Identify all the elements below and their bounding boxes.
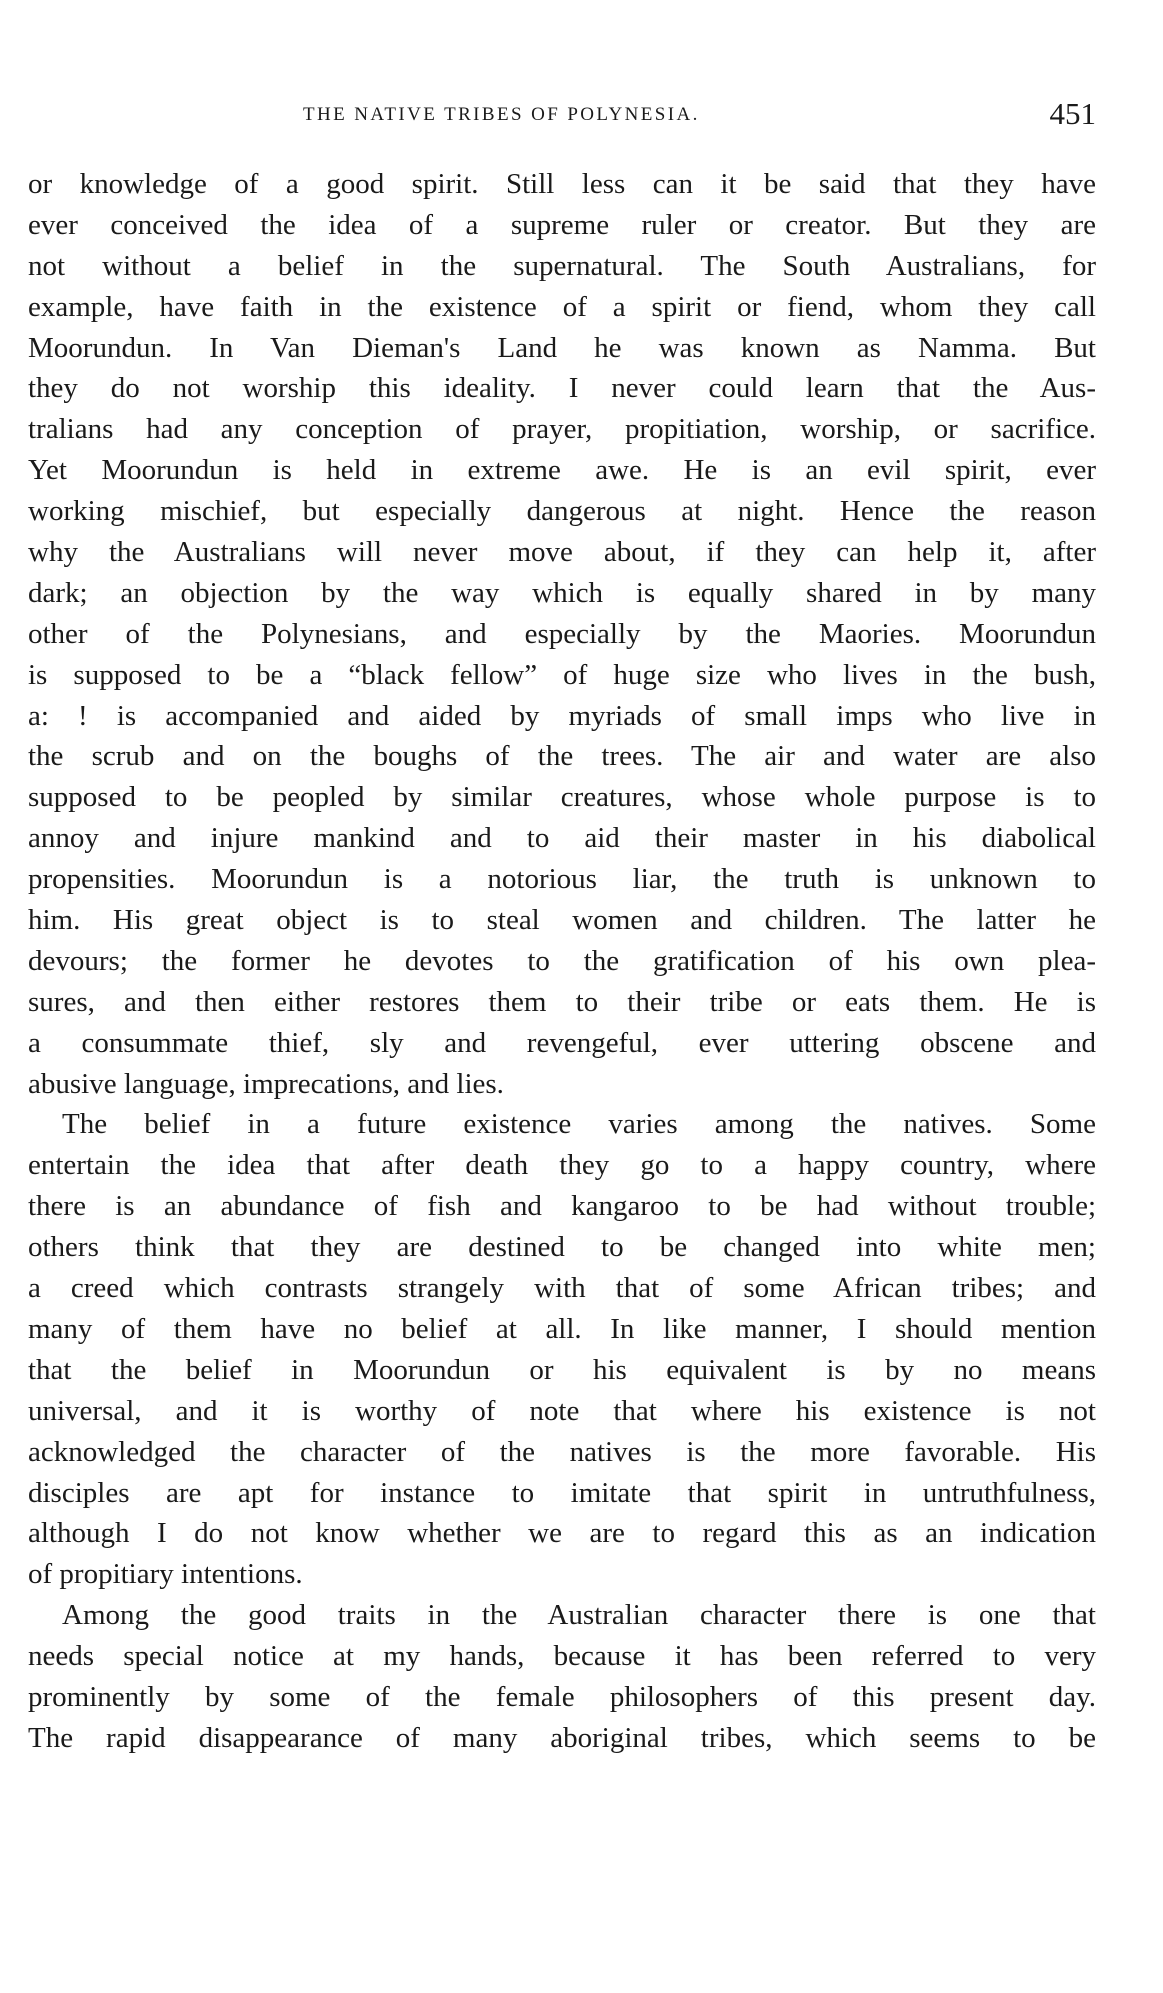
text-line: a creed which contrasts strangely with that of some African tribes; and [28, 1272, 1096, 1305]
text-line: Moorundun. In Van Dieman's Land he was known as Namma. But [28, 331, 1096, 364]
text-line: tralians had any conception of prayer, propitiation, worship, or sacrifice. [28, 413, 1096, 446]
text-line: Yet Moorundun is held in extreme awe. He is an evil spirit, ever [28, 454, 1096, 487]
text-line: Among the good traits in the Australian character there is one that [62, 1599, 1096, 1632]
text-line: working mischief, but especially dangerous at night. Hence the reason [28, 495, 1096, 528]
text-line: acknowledged the character of the natives is the more favorable. His [28, 1435, 1096, 1468]
text-line: disciples are apt for instance to imitate that spirit in untruthfulness, [28, 1476, 1096, 1509]
text-line: ever conceived the idea of a supreme ruler or creator. But they are [28, 208, 1096, 241]
page-number: 451 [1049, 96, 1096, 131]
text-line: not without a belief in the supernatural. The South Australians, for [28, 249, 1096, 282]
text-line: abusive language, imprecations, and lies. [28, 1067, 504, 1100]
text-line: dark; an objection by the way which is equally shared in by many [28, 576, 1096, 609]
text-line: annoy and injure mankind and to aid their master in his diabolical [28, 822, 1096, 855]
text-line: or knowledge of a good spirit. Still less can it be said that they have [28, 168, 1096, 200]
text-line: is supposed to be a “black fellow” of huge size who lives in the bush, [28, 658, 1096, 691]
text-line: other of the Polynesians, and especially by the Maories. Moorundun [28, 617, 1096, 650]
text-line: The belief in a future existence varies among the natives. Some [62, 1108, 1096, 1141]
running-title: THE NATIVE TRIBES OF POLYNESIA. [303, 104, 700, 125]
text-line: sures, and then either restores them to their tribe or eats them. He is [28, 985, 1096, 1018]
text-line: why the Australians will never move about, if they can help it, after [28, 536, 1096, 569]
text-line: a: ! is accompanied and aided by myriads of small imps who live in [28, 699, 1096, 732]
text-line: there is an abundance of fish and kangaroo to be had without trouble; [28, 1190, 1096, 1223]
text-line: prominently by some of the female philosophers of this present day. [28, 1680, 1096, 1713]
text-line: needs special notice at my hands, because it has been referred to very [28, 1640, 1096, 1673]
text-line: example, have faith in the existence of a spirit or fiend, whom they call [28, 290, 1096, 323]
text-line: The rapid disappearance of many aboriginal tribes, which seems to be [28, 1721, 1096, 1754]
text-body [28, 164, 1096, 1759]
paragraph-2 [28, 1104, 1096, 1595]
text-line: many of them have no belief at all. In like manner, I should mention [28, 1312, 1096, 1345]
text-line: that the belief in Moorundun or his equivalent is by no means [28, 1353, 1096, 1386]
text-line: devours; the former he devotes to the gratification of his own plea- [28, 944, 1096, 977]
text-line: him. His great object is to steal women and children. The latter he [28, 904, 1096, 937]
text-line: although I do not know whether we are to regard this as an indication [28, 1517, 1096, 1550]
text-line: the scrub and on the boughs of the trees. The air and water are also [28, 740, 1096, 773]
text-line: supposed to be peopled by similar creatures, whose whole purpose is to [28, 781, 1096, 814]
text-line: a consummate thief, sly and revengeful, ever uttering obscene and [28, 1026, 1096, 1059]
text-line: entertain the idea that after death they go to a happy country, where [28, 1149, 1096, 1182]
text-line: others think that they are destined to be changed into white men; [28, 1231, 1096, 1264]
paragraph-1 [28, 164, 1096, 1104]
paragraph-3 [28, 1595, 1096, 1759]
text-line: they do not worship this ideality. I never could learn that the Aus- [28, 372, 1096, 405]
text-line: propensities. Moorundun is a notorious liar, the truth is unknown to [28, 863, 1096, 896]
text-line: of propitiary intentions. [28, 1558, 303, 1591]
text-line: universal, and it is worthy of note that where his existence is not [28, 1394, 1096, 1427]
running-head [28, 96, 1096, 136]
